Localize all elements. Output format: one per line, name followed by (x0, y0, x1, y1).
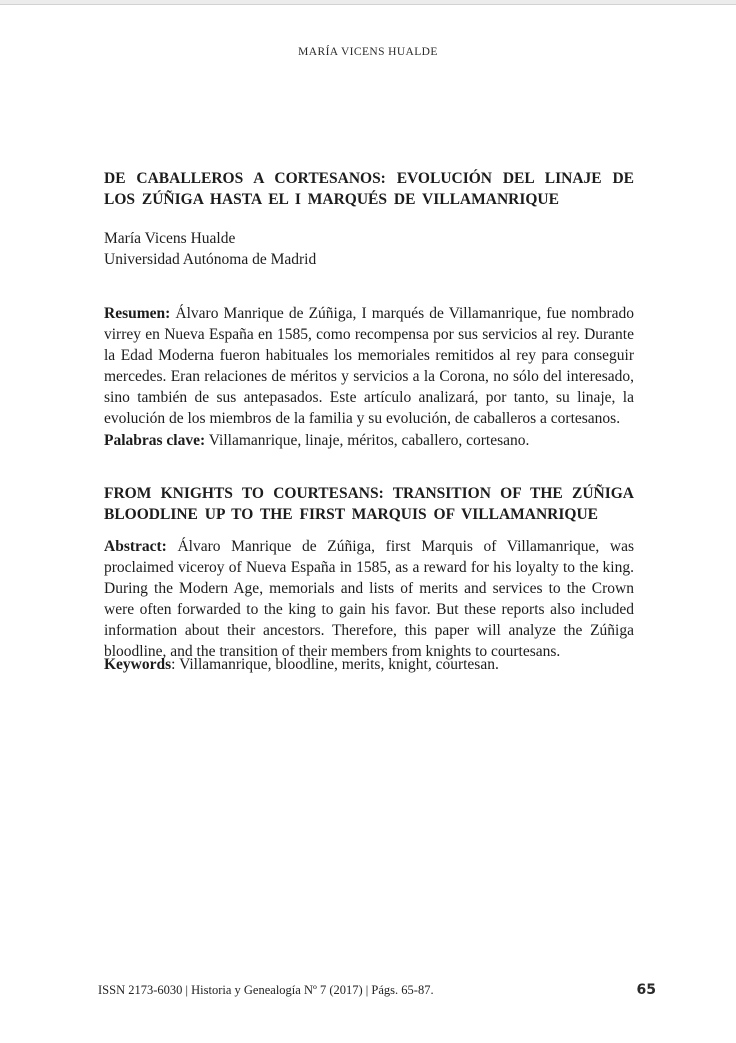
window-top-edge (0, 0, 736, 5)
article-title-english: FROM KNIGHTS TO COURTESANS: TRANSITION OF THE ZÚÑIGA BLOODLINE UP TO THE FIRST MARQUIS OF VILLAMANRIQUE (104, 485, 634, 523)
abstract-text: Álvaro Manrique de Zúñiga, first Marquis of Villamanrique, was proclaimed viceroy of Nueva España in 1585, as a reward for his loyalty to the king. During the Modern Age, memorials and lists of merits and services to the Crown were often forwarded to the king to gain his favor. But these reports also included information about their ancestors. Therefore, this paper will analyze the Zúñiga bloodline, and the transition of their members from knights to courtesans. (104, 538, 635, 660)
keywords-line (104, 654, 634, 675)
palabras-clave-text: Villamanrique, linaje, méritos, caballero, cortesano. (208, 432, 530, 449)
author-block (104, 228, 634, 270)
palabras-clave-line (104, 430, 634, 451)
palabras-clave-label: Palabras clave: (104, 432, 206, 449)
resumen-label: Resumen: (104, 305, 171, 322)
author-name: María Vicens Hualde (104, 230, 236, 247)
keywords-label: Keywords (104, 656, 172, 673)
page-number: 65 (636, 982, 656, 998)
keywords-text: : Villamanrique, bloodline, merits, knight, courtesan. (171, 656, 499, 673)
footer-issn-line: ISSN 2173-6030 | Historia y Genealogía Nº 7 (2017) | Págs. 65-87. (98, 983, 434, 997)
abstract-label: Abstract: (104, 538, 167, 555)
page-footer (98, 982, 656, 998)
author-affiliation: Universidad Autónoma de Madrid (104, 251, 317, 268)
abstract-paragraph (104, 536, 634, 662)
resumen-text: Álvaro Manrique de Zúñiga, I marqués de Villamanrique, fue nombrado virrey en Nueva España en 1585, como recompensa por sus servicios al rey. Durante la Edad Moderna fueron habituales los memoriales remitidos al rey para conseguir mercedes. Eran relaciones de méritos y servicios a la Corona, no sólo del interesado, sino también de sus antepasados. Este artículo analizará, por tanto, su linaje, la evolución de los miembros de la familia y su evolución, de caballeros a cortesanos. (104, 305, 635, 427)
resumen-paragraph (104, 303, 634, 429)
article-title-spanish: DE CABALLEROS A CORTESANOS: EVOLUCIÓN DEL LINAJE DE LOS ZÚÑIGA HASTA EL I MARQUÉS DE VILLAMANRIQUE (104, 170, 634, 208)
running-header: MARÍA VICENS HUALDE (298, 46, 438, 58)
